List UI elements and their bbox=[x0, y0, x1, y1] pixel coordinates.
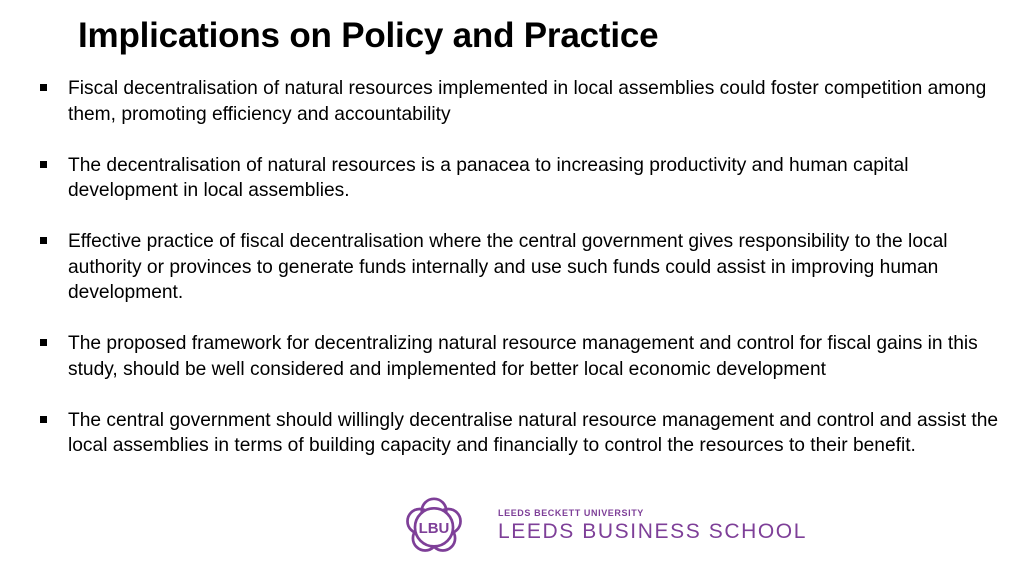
bullet-item bbox=[40, 408, 1020, 459]
square-bullet-icon bbox=[40, 84, 47, 91]
square-bullet-icon bbox=[40, 339, 47, 346]
bullet-text: Fiscal decentralisation of natural resources implemented in local assemblies could foster competition among them, promoting efficiency and accountability bbox=[68, 78, 987, 125]
school-name: LEEDS BUSINESS SCHOOL bbox=[498, 520, 808, 543]
bullet-item bbox=[40, 76, 1020, 127]
square-bullet-icon bbox=[40, 161, 47, 168]
rose-emblem-icon bbox=[400, 492, 468, 560]
university-name: LEEDS BECKETT UNIVERSITY bbox=[498, 508, 644, 518]
page-title: Implications on Policy and Practice bbox=[78, 16, 659, 55]
bullet-text: The central government should willingly decentralise natural resource management and control and assist the local assemblies in terms of building capacity and financially to control the resources to their benefit. bbox=[68, 409, 999, 456]
school-logo bbox=[400, 492, 808, 562]
logo-emblem-text: LBU bbox=[418, 519, 450, 537]
square-bullet-icon bbox=[40, 237, 47, 244]
bullet-text: Effective practice of fiscal decentralisation where the central government gives responsibility to the local authority or provinces to generate funds internally and use such funds could assist in improving human development. bbox=[68, 231, 948, 303]
bullet-item bbox=[40, 229, 1020, 306]
bullet-text: The proposed framework for decentralizing natural resource management and control for fiscal gains in this study, should be well considered and implemented for better local economic development bbox=[68, 333, 978, 380]
bullet-text: The decentralisation of natural resources is a panacea to increasing productivity and human capital development in local assemblies. bbox=[68, 154, 909, 201]
bullet-list bbox=[40, 76, 1020, 484]
bullet-item bbox=[40, 153, 1020, 204]
square-bullet-icon bbox=[40, 416, 47, 423]
bullet-item bbox=[40, 331, 1020, 382]
logo-wordmark bbox=[498, 508, 807, 544]
